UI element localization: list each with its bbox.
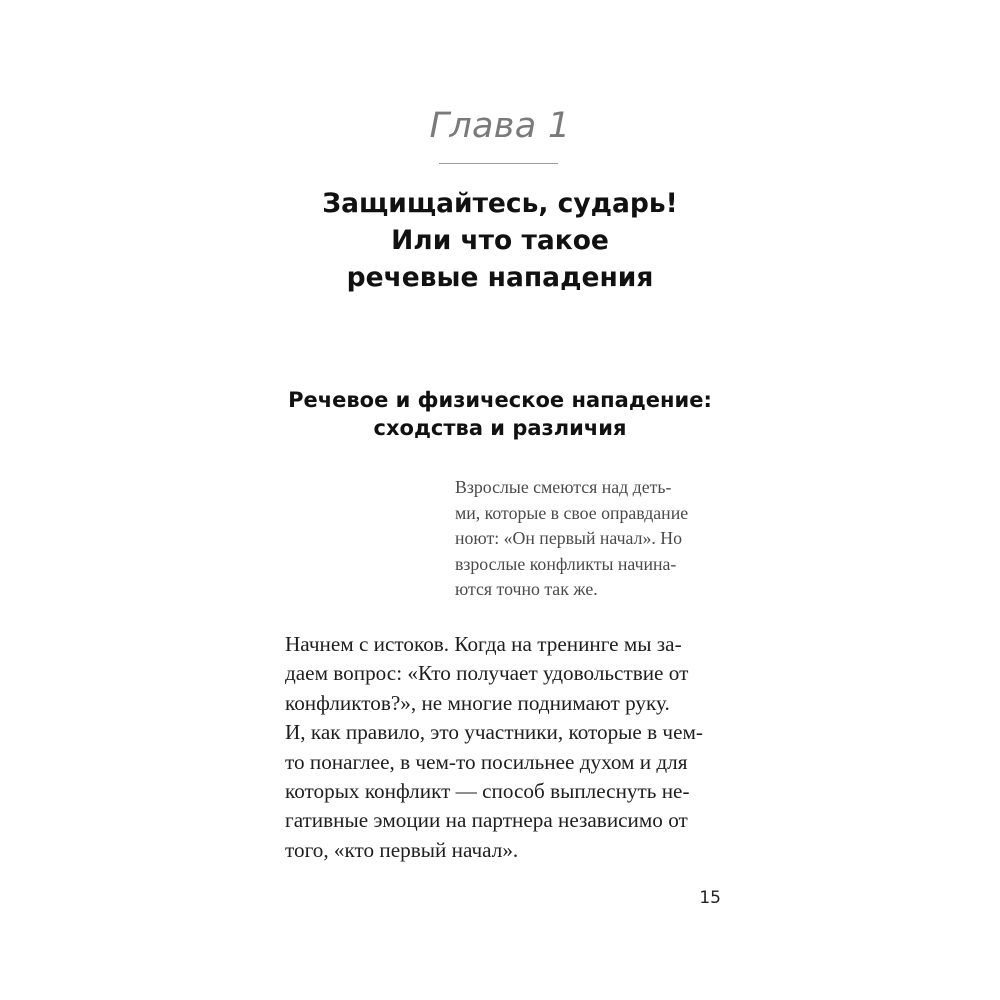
chapter-title-line: Защищайтесь, сударь!	[322, 188, 678, 219]
section-title-line: сходства и различия	[373, 416, 627, 440]
body-line: И, как правило, это участники, которые в чем-	[285, 720, 703, 745]
body-paragraph	[285, 630, 725, 865]
body-line: которых конфликт — способ выплеснуть не-	[285, 779, 690, 804]
chapter-label: Глава 1	[429, 106, 571, 146]
epigraph-line: ми, которые в свое оправдание	[455, 502, 689, 523]
section-title	[0, 386, 1000, 442]
body-line: даем вопрос: «Кто получает удовольствие от	[285, 661, 689, 686]
chapter-title-line: Или что такое	[391, 225, 609, 256]
chapter-title-line: речевые нападения	[346, 262, 654, 293]
epigraph	[455, 475, 717, 603]
epigraph-line: взрослые конфликты начина-	[455, 553, 677, 574]
body-line: то понаглее, в чем-то посильнее духом и для	[285, 749, 688, 774]
epigraph-line: ются точно так же.	[455, 579, 598, 599]
epigraph-line: Взрослые смеются над деть-	[455, 477, 672, 497]
epigraph-line: ноют: «Он первый начал». Но	[455, 528, 682, 548]
body-line: гативные эмоции на партнера независимо от	[285, 808, 688, 833]
body-line: того, «кто первый начал».	[285, 837, 519, 862]
chapter-title	[0, 185, 1000, 296]
chapter-divider	[439, 163, 558, 164]
body-line: Начнем с истоков. Когда на тренинге мы за-	[285, 632, 682, 656]
page-number: 15	[699, 888, 721, 908]
section-title-line: Речевое и физическое нападение:	[288, 388, 712, 412]
body-line: конфликтов?», не многие поднимают руку.	[285, 690, 670, 715]
